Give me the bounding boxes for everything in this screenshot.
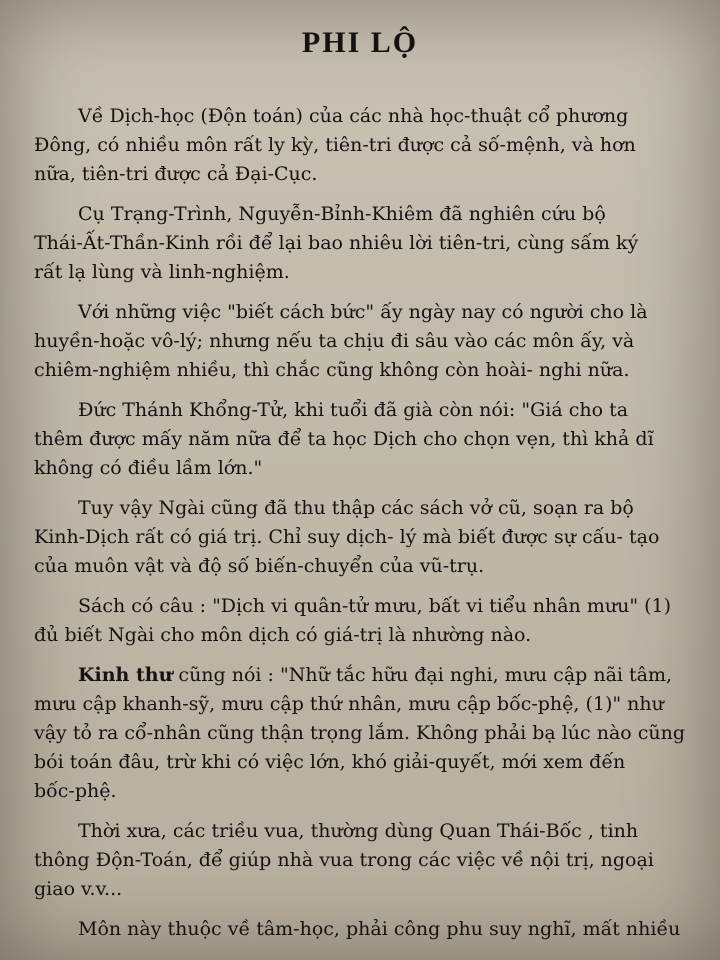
text-line: Đức Thánh Khổng-Tử, khi tuổi đã già còn nói: "Giá cho ta [78,399,629,421]
text-line: Với những việc "biết cách bức" ấy ngày nay có người cho là [78,301,648,323]
text-line: bốc-phệ. [34,780,117,802]
text-line: không có điều lầm lớn." [34,457,263,479]
text-line: giao v.v... [34,878,123,900]
paragraph [34,200,696,287]
text-line: Cụ Trạng-Trình, Nguyễn-Bỉnh-Khiêm đã nghiên cứu bộ [78,203,606,225]
text-line: Thời xưa, các triều vua, thường dùng Quan Thái-Bốc , tinh [78,820,639,842]
paragraph [34,396,696,483]
text-line: Tuy vậy Ngài cũng đã thu thập các sách vở cũ, soạn ra bộ [78,497,634,519]
paragraph [34,817,696,904]
text-line: đủ biết Ngài cho môn dịch có giá-trị là nhường nào. [34,624,532,646]
text-line: rất lạ lùng và linh-nghiệm. [34,261,290,283]
text-line [78,661,696,690]
paragraph [78,915,696,944]
text-line: Thái-Ất-Thần-Kinh rồi để lại bao nhiêu lời tiên-tri, cùng sấm ký [34,232,639,254]
paragraph [34,298,696,385]
book-name: Kinh thư [78,664,173,686]
text-line: thông Độn-Toán, để giúp nhà vua trong các việc về nội trị, ngoại [34,849,654,871]
text-line: mưu cập khanh-sỹ, mưu cập thứ nhân, mưu cập bốc-phệ, (1)" như [34,693,664,715]
paragraph [34,102,696,189]
text-line: của muôn vật và độ số biến-chuyển của vũ-trụ. [34,555,485,577]
page-body [34,102,696,955]
text-line: Về Dịch-học (Độn toán) của các nhà học-thuật cổ phương [78,105,629,127]
text-line: chiêm-nghiệm nhiều, thì chắc cũng không còn hoài- nghi nữa. [34,359,630,381]
text-line: Sách có câu : "Dịch vi quân-tử mưu, bất vi tiểu nhân mưu" (1) [78,595,672,617]
paragraph [34,494,696,581]
text-line: vậy tỏ ra cổ-nhân cũng thận trọng lắm. Không phải bạ lúc nào cũng [34,722,686,744]
text-line: bói toán đâu, trừ khi có việc lớn, khó giải-quyết, mới xem đến [34,751,626,773]
page-title: PHI LỘ [301,26,419,59]
text-line: Kinh-Dịch rất có giá trị. Chỉ suy dịch- lý mà biết được sự cấu- tạo [34,526,660,548]
paragraph [34,661,696,806]
text-span: cũng nói : "Nhữ tắc hữu đại nghi, mưu cập nãi tâm, [172,664,673,686]
paragraph [34,592,696,650]
text-line: thêm được mấy năm nữa để ta học Dịch cho chọn vẹn, thì khả dĩ [34,428,654,450]
text-line: Đông, có nhiều môn rất ly kỳ, tiên-tri được cả số-mệnh, và hơn [34,134,636,156]
text-line: Môn này thuộc về tâm-học, phải công phu suy nghĩ, mất nhiều [78,918,681,940]
text-line: nữa, tiên-tri được cả Đại-Cục. [34,163,318,185]
text-line: huyền-hoặc vô-lý; nhưng nếu ta chịu đi sâu vào các môn ấy, và [34,330,635,352]
